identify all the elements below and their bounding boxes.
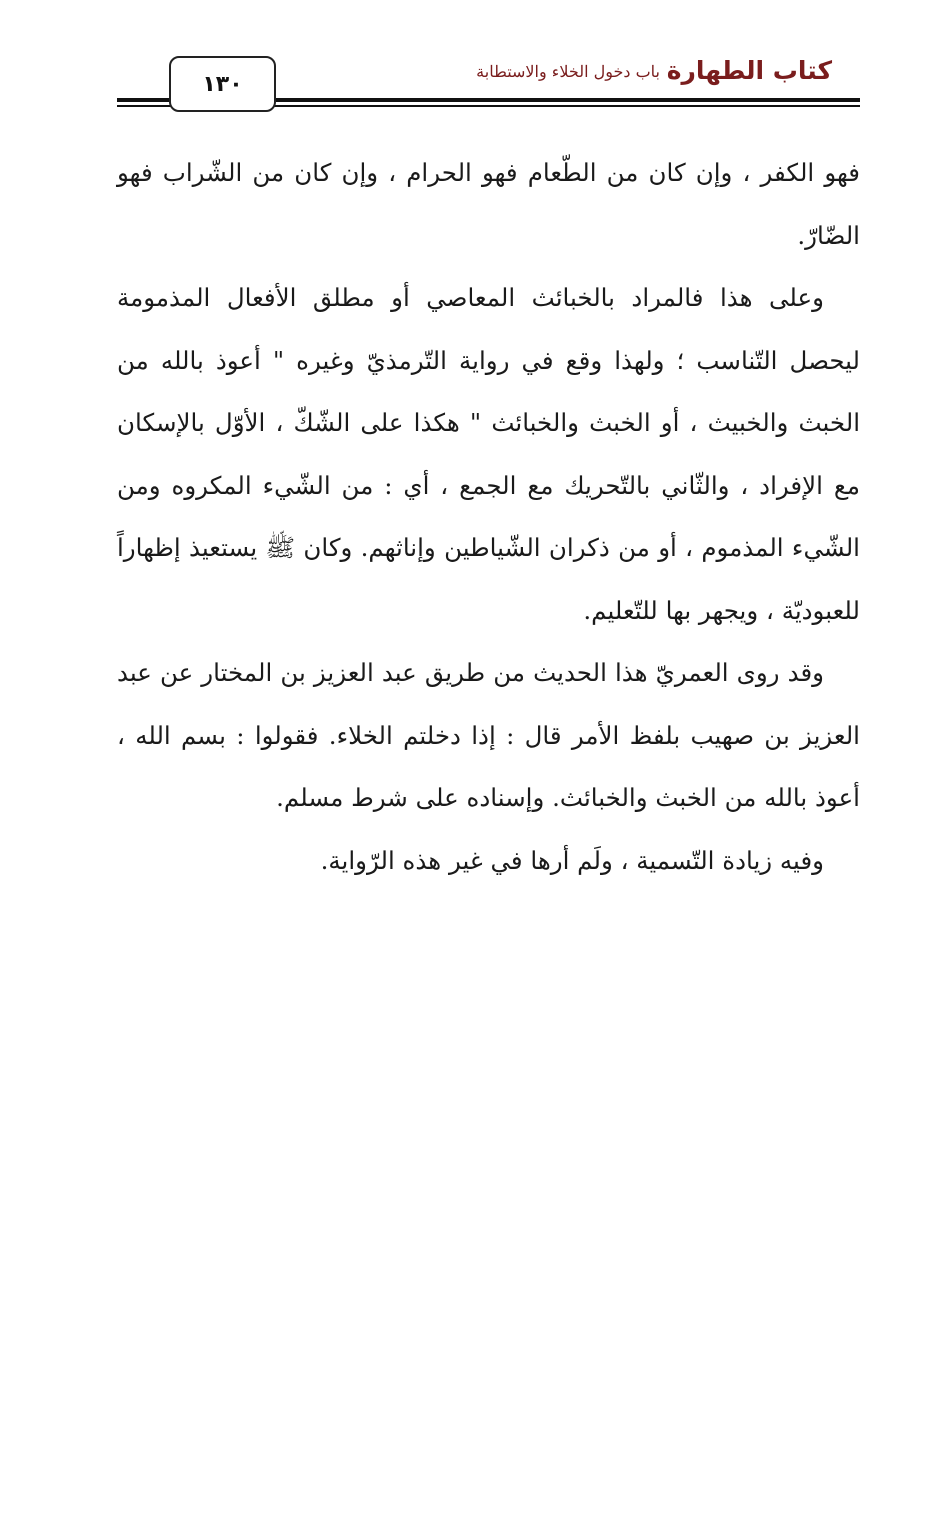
- book-title: كتاب الطهارة: [666, 56, 832, 85]
- page-number: ١٣٠: [202, 71, 243, 97]
- page-header: [117, 52, 860, 112]
- paragraph-2: وعلى هذا فالمراد بالخبائث المعاصي أو مطلق الأفعال المذمومة ليحصل التّناسب ؛ ولهذا وقع في رواية التّرمذيّ وغيره " أعوذ بالله من الخبث والخبيث ، أو الخبث والخبائث " هكذا على الشّكّ ، الأوّل بالإسكان مع الإفراد ، والثّاني بالتّحريك مع الجمع ، أي : من الشّيء المكروه ومن الشّيء المذموم ، أو من ذكران الشّياطين وإناثهم. وكان ﷺ يستعيذ إظهاراً للعبوديّة ، ويجهر بها للتّعليم.: [117, 283, 860, 625]
- page-body: [117, 142, 860, 892]
- paragraph-4: وفيه زيادة التّسمية ، ولَم أرها في غير هذه الرّواية.: [320, 845, 824, 875]
- paragraph-1: فهو الكفر ، وإن كان من الطّعام فهو الحرام ، وإن كان من الشّراب فهو الضّارّ.: [117, 158, 860, 250]
- chapter-title: باب دخول الخلاء والاستطابة: [476, 62, 660, 81]
- paragraph-3: وقد روى العمريّ هذا الحديث من طريق عبد العزيز بن المختار عن عبد العزيز بن صهيب بلفظ الأمر قال : إذا دخلتم الخلاء. فقولوا : بسم الله ، أعوذ بالله من الخبث والخبائث. وإسناده على شرط مسلم.: [117, 658, 860, 812]
- page-number-box: [169, 56, 276, 112]
